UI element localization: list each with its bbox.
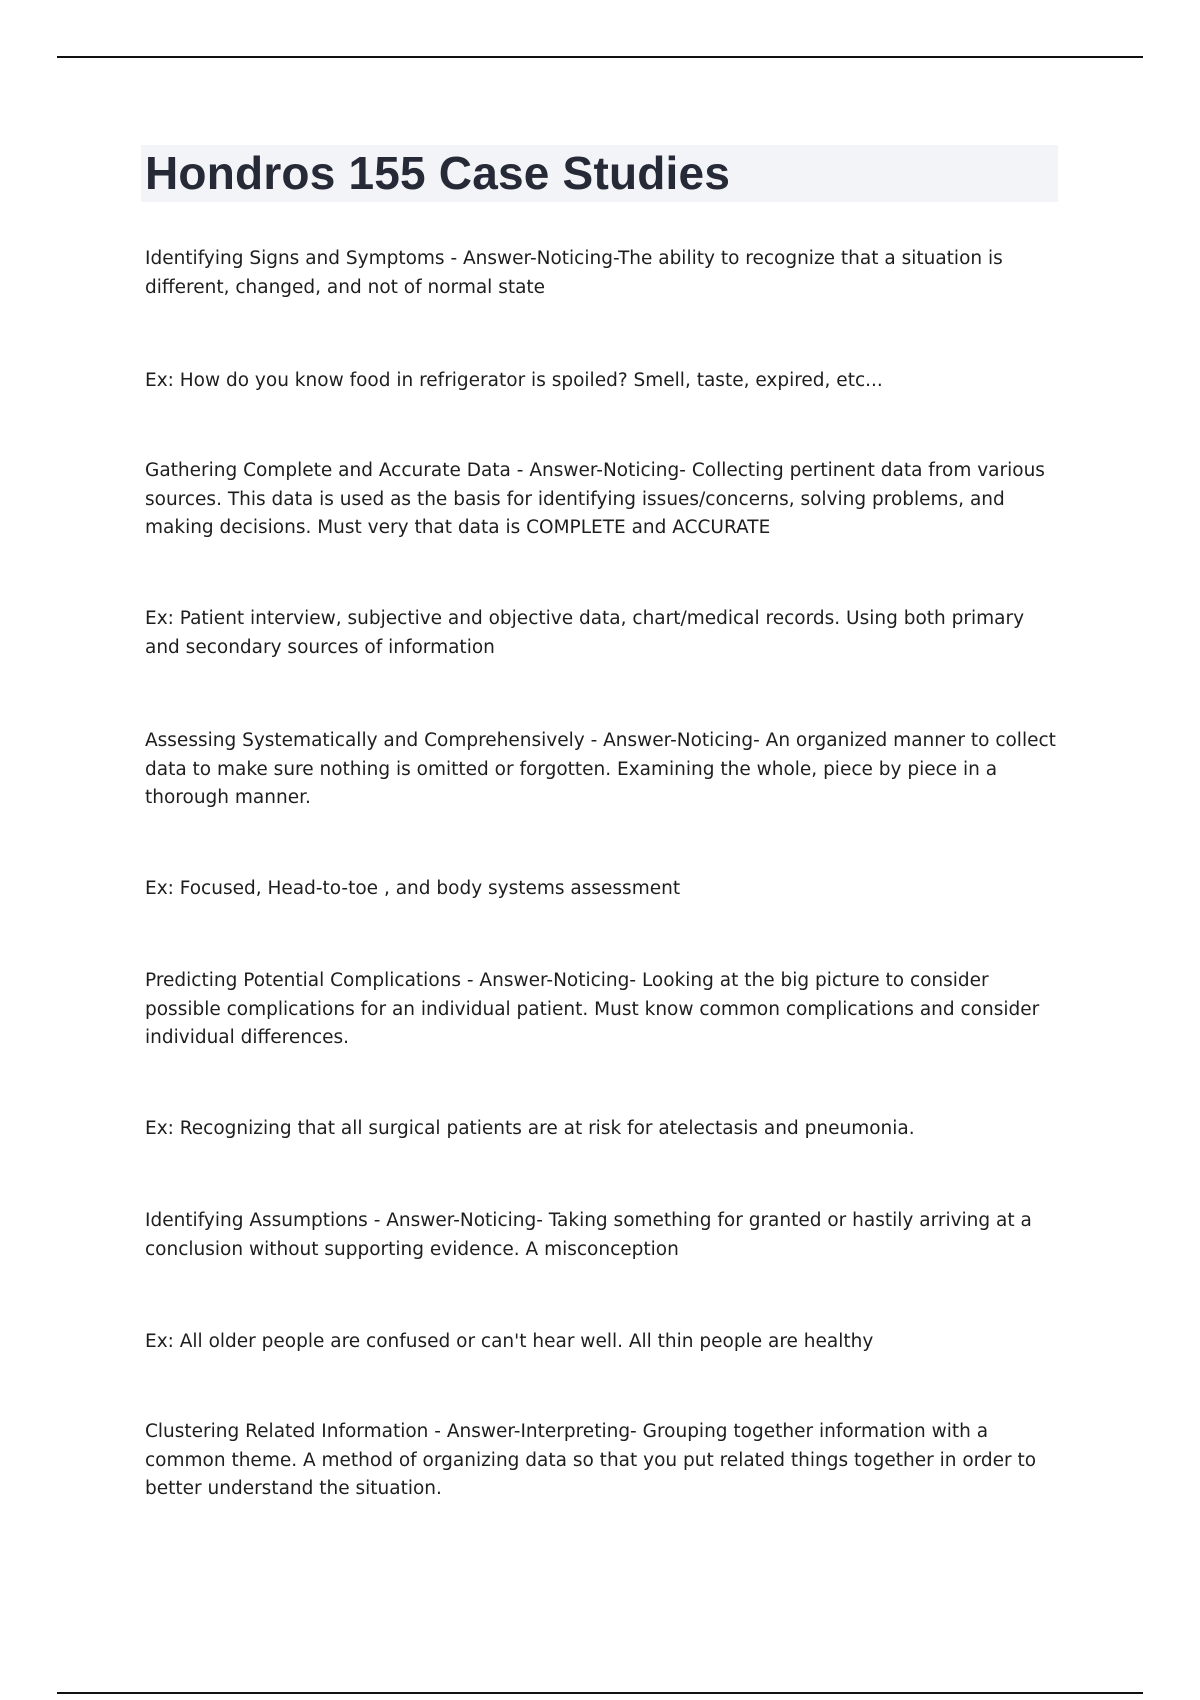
paragraph-gathering-data: Gathering Complete and Accurate Data - Answer-Noticing- Collecting pertinent data from various sources. This data is used as the basis for identifying issues/concerns, solving problems, and making decisions. Must very that data is COMPLETE and ACCURATE bbox=[145, 460, 1045, 538]
paragraph-example-assumptions: Ex: All older people are confused or can't hear well. All thin people are healthy bbox=[145, 1331, 874, 1352]
bottom-divider bbox=[57, 1692, 1143, 1694]
paragraph-example-patient-interview: Ex: Patient interview, subjective and objective data, chart/medical records. Using both primary and secondary sources of information bbox=[145, 608, 1025, 658]
paragraph-example-spoiled-food: Ex: How do you know food in refrigerator is spoiled? Smell, taste, expired, etc... bbox=[145, 370, 883, 391]
title-banner bbox=[141, 145, 1058, 202]
paragraph-predicting-complications: Predicting Potential Complications - Answer-Noticing- Looking at the big picture to consider possible complications for an individual patient. Must know common complications and consider individual differences. bbox=[145, 970, 1040, 1048]
paragraph-assessing-systematically: Assessing Systematically and Comprehensively - Answer-Noticing- An organized manner to collect data to make sure nothing is omitted or forgotten. Examining the whole, piece by piece in a thorough manner. bbox=[145, 730, 1056, 808]
paragraph-identifying-assumptions: Identifying Assumptions - Answer-Noticing- Taking something for granted or hastily arriving at a conclusion without supporting evidence. A misconception bbox=[145, 1210, 1032, 1260]
paragraph-example-assessment: Ex: Focused, Head-to-toe , and body systems assessment bbox=[145, 878, 681, 899]
paragraph-example-surgical-risk: Ex: Recognizing that all surgical patients are at risk for atelectasis and pneumonia. bbox=[145, 1118, 915, 1139]
top-divider bbox=[57, 56, 1143, 58]
document-title: Hondros 155 Case Studies bbox=[145, 147, 731, 199]
paragraph-clustering-information: Clustering Related Information - Answer-Interpreting- Grouping together information with a common theme. A method of organizing data so that you put related things together in order to better understand the situation. bbox=[145, 1421, 1037, 1499]
paragraph-signs-symptoms: Identifying Signs and Symptoms - Answer-Noticing-The ability to recognize that a situation is different, changed, and not of normal state bbox=[145, 248, 1003, 298]
